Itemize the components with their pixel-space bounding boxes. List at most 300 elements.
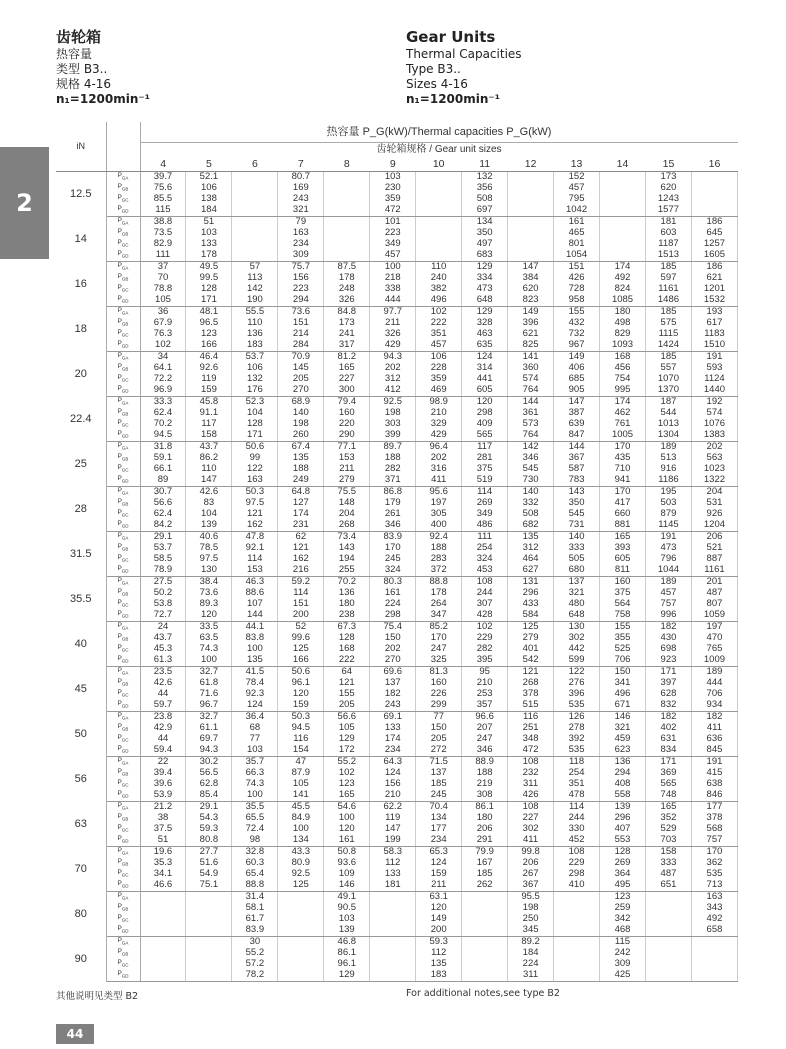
value-cell: 65.5 <box>232 813 278 824</box>
value-cell: 361 <box>508 408 554 419</box>
value-cell: 279 <box>508 633 554 644</box>
value-cell: 86.2 <box>186 453 232 464</box>
value-cell: 108 <box>508 802 554 814</box>
value-cell: 38.4 <box>186 577 232 589</box>
value-cell: 95 <box>462 667 508 679</box>
value-cell: 160 <box>416 678 462 689</box>
value-cell <box>508 217 554 229</box>
value-cell: 401 <box>508 644 554 655</box>
value-cell: 32.7 <box>186 712 232 724</box>
ratio-cell: 45 <box>56 667 106 712</box>
value-cell: 30 <box>232 937 278 949</box>
value-cell: 796 <box>645 554 691 565</box>
value-cell: 703 <box>645 835 691 847</box>
value-cell <box>140 948 186 959</box>
value-cell: 244 <box>462 588 508 599</box>
table-row <box>56 397 738 409</box>
value-cell: 200 <box>416 925 462 937</box>
value-cell: 68.9 <box>278 397 324 409</box>
value-cell: 166 <box>278 655 324 667</box>
value-cell: 147 <box>508 262 554 274</box>
value-cell: 346 <box>370 520 416 532</box>
value-cell: 535 <box>691 869 737 880</box>
value-cell <box>140 892 186 904</box>
value-cell: 621 <box>508 329 554 340</box>
value-cell <box>324 194 370 205</box>
value-cell: 177 <box>416 824 462 835</box>
value-cell: 127 <box>278 498 324 509</box>
value-cell: 21.2 <box>140 802 186 814</box>
value-cell: 706 <box>691 689 737 700</box>
value-cell: 135 <box>508 532 554 544</box>
value-cell: 97.5 <box>232 498 278 509</box>
header-cn-speed: n₁=1200min⁻¹ <box>56 92 151 106</box>
value-cell: 302 <box>508 824 554 835</box>
value-cell: 685 <box>554 374 600 385</box>
value-cell <box>554 925 600 937</box>
value-cell: 470 <box>691 633 737 644</box>
value-cell: 1013 <box>645 419 691 430</box>
value-cell: 140 <box>508 487 554 499</box>
value-cell: 463 <box>462 329 508 340</box>
value-cell: 95.5 <box>508 892 554 904</box>
table-row <box>56 250 738 262</box>
value-cell: 442 <box>554 644 600 655</box>
value-cell: 143 <box>324 543 370 554</box>
header-cn-line1: 热容量 <box>56 47 93 61</box>
value-cell: 62.2 <box>370 802 416 814</box>
value-cell: 137 <box>370 678 416 689</box>
value-cell: 364 <box>600 869 646 880</box>
value-cell: 97.5 <box>186 554 232 565</box>
value-cell: 599 <box>554 655 600 667</box>
value-cell: 163 <box>232 475 278 487</box>
value-cell: 1070 <box>645 374 691 385</box>
value-cell: 184 <box>186 205 232 217</box>
value-cell <box>600 217 646 229</box>
value-cell: 34 <box>140 352 186 364</box>
value-cell: 120 <box>324 824 370 835</box>
value-cell: 426 <box>508 790 554 802</box>
value-cell: 211 <box>416 880 462 892</box>
value-cell <box>645 914 691 925</box>
value-cell: 190 <box>232 295 278 307</box>
value-cell: 229 <box>554 858 600 869</box>
value-cell: 170 <box>600 442 646 454</box>
value-cell: 137 <box>554 577 600 589</box>
value-cell: 93.6 <box>324 858 370 869</box>
value-cell: 328 <box>462 318 508 329</box>
value-cell: 75.7 <box>278 262 324 274</box>
value-cell: 312 <box>508 543 554 554</box>
table-row <box>56 689 738 700</box>
value-cell: 174 <box>278 509 324 520</box>
value-cell: 574 <box>691 408 737 419</box>
value-cell: 638 <box>691 779 737 790</box>
table-row <box>56 892 738 904</box>
value-cell: 67.4 <box>278 442 324 454</box>
value-cell <box>554 970 600 982</box>
value-cell: 65.3 <box>416 847 462 859</box>
value-cell: 178 <box>416 588 462 599</box>
value-cell: 83 <box>186 498 232 509</box>
value-cell: 160 <box>600 577 646 589</box>
value-cell: 270 <box>278 385 324 397</box>
ratio-cell: 50 <box>56 712 106 757</box>
value-cell: 270 <box>370 655 416 667</box>
value-cell: 188 <box>416 543 462 554</box>
value-cell: 94.3 <box>186 745 232 757</box>
value-cell: 64.8 <box>278 487 324 499</box>
value-cell: 1577 <box>645 205 691 217</box>
value-cell: 42.6 <box>186 487 232 499</box>
value-cell <box>324 250 370 262</box>
value-cell: 108 <box>508 757 554 769</box>
value-cell <box>691 172 737 184</box>
value-cell: 573 <box>508 419 554 430</box>
value-cell: 32.7 <box>186 667 232 679</box>
value-cell: 847 <box>554 430 600 442</box>
value-cell: 545 <box>508 464 554 475</box>
value-cell: 139 <box>600 802 646 814</box>
value-cell <box>140 937 186 949</box>
value-cell: 73.6 <box>186 588 232 599</box>
value-cell: 123 <box>324 779 370 790</box>
value-cell: 378 <box>691 813 737 824</box>
value-cell <box>232 194 278 205</box>
value-cell: 174 <box>370 734 416 745</box>
value-cell: 102 <box>324 768 370 779</box>
value-cell: 651 <box>645 880 691 892</box>
value-cell: 113 <box>232 273 278 284</box>
value-cell <box>554 914 600 925</box>
value-cell: 206 <box>462 824 508 835</box>
value-cell <box>186 903 232 914</box>
value-cell: 110 <box>416 262 462 274</box>
value-cell: 125 <box>278 880 324 892</box>
table-row <box>56 453 738 464</box>
value-cell: 121 <box>324 678 370 689</box>
value-cell <box>186 948 232 959</box>
value-cell <box>324 239 370 250</box>
value-cell <box>508 228 554 239</box>
value-cell: 115 <box>140 205 186 217</box>
value-cell: 54.9 <box>186 869 232 880</box>
table-row <box>56 622 738 634</box>
value-cell: 49.5 <box>186 262 232 274</box>
value-cell: 52.3 <box>232 397 278 409</box>
value-cell: 243 <box>370 700 416 712</box>
value-cell: 50.3 <box>278 712 324 724</box>
value-cell: 355 <box>600 633 646 644</box>
value-cell: 58.5 <box>140 554 186 565</box>
value-cell <box>140 970 186 982</box>
value-cell: 623 <box>600 745 646 757</box>
value-cell: 1440 <box>691 385 737 397</box>
value-cell: 128 <box>232 419 278 430</box>
value-cell: 205 <box>416 734 462 745</box>
value-cell: 402 <box>645 723 691 734</box>
value-cell: 106 <box>416 352 462 364</box>
value-cell: 362 <box>691 858 737 869</box>
value-cell: 88.6 <box>232 588 278 599</box>
value-cell: 58.1 <box>232 903 278 914</box>
value-cell: 302 <box>554 633 600 644</box>
value-cell <box>232 172 278 184</box>
value-cell: 492 <box>600 273 646 284</box>
value-cell: 191 <box>691 352 737 364</box>
value-cell <box>508 250 554 262</box>
value-cell: 161 <box>370 588 416 599</box>
value-cell: 731 <box>554 520 600 532</box>
table-row <box>56 700 738 712</box>
value-cell: 305 <box>416 509 462 520</box>
header-en-speed: n₁=1200min⁻¹ <box>406 92 501 106</box>
value-cell: 97.7 <box>370 307 416 319</box>
value-cell: 78.9 <box>140 565 186 577</box>
value-cell: 444 <box>370 295 416 307</box>
value-cell: 332 <box>508 498 554 509</box>
value-cell: 194 <box>324 554 370 565</box>
value-cell: 298 <box>554 869 600 880</box>
table-row <box>56 205 738 217</box>
value-cell: 429 <box>370 340 416 352</box>
value-cell: 62 <box>278 532 324 544</box>
value-cell: 620 <box>645 183 691 194</box>
value-cell: 238 <box>324 610 370 622</box>
value-cell: 40.6 <box>186 532 232 544</box>
value-cell: 1009 <box>691 655 737 667</box>
value-cell: 162 <box>232 520 278 532</box>
value-cell: 503 <box>645 498 691 509</box>
value-cell: 185 <box>645 352 691 364</box>
value-cell: 220 <box>324 419 370 430</box>
value-cell: 1023 <box>691 464 737 475</box>
value-cell: 811 <box>600 565 646 577</box>
value-cell: 45.5 <box>278 802 324 814</box>
value-cell <box>462 892 508 904</box>
value-cell: 197 <box>691 622 737 634</box>
value-cell <box>554 937 600 949</box>
value-cell: 73.4 <box>324 532 370 544</box>
value-cell: 98.9 <box>416 397 462 409</box>
table-row <box>56 678 738 689</box>
value-cell: 357 <box>462 700 508 712</box>
value-cell <box>416 228 462 239</box>
value-cell: 153 <box>324 453 370 464</box>
table-row <box>56 835 738 847</box>
value-cell: 130 <box>554 622 600 634</box>
ratio-cell: 90 <box>56 937 106 982</box>
table-row <box>56 340 738 352</box>
value-cell: 584 <box>508 610 554 622</box>
value-cell: 64.1 <box>140 363 186 374</box>
value-cell: 124 <box>370 768 416 779</box>
value-cell: 1304 <box>645 430 691 442</box>
value-cell: 338 <box>370 284 416 295</box>
value-cell: 130 <box>186 565 232 577</box>
value-cell: 120 <box>416 903 462 914</box>
value-cell: 54.6 <box>324 802 370 814</box>
value-cell: 247 <box>462 734 508 745</box>
value-cell: 159 <box>416 869 462 880</box>
value-cell: 108 <box>554 847 600 859</box>
value-cell: 282 <box>370 464 416 475</box>
value-cell: 83.9 <box>370 532 416 544</box>
value-cell: 149 <box>508 307 554 319</box>
value-cell <box>370 959 416 970</box>
value-cell: 698 <box>645 644 691 655</box>
value-cell: 223 <box>370 228 416 239</box>
value-cell: 334 <box>462 273 508 284</box>
value-cell: 397 <box>645 678 691 689</box>
table-row <box>56 588 738 599</box>
table-row <box>56 262 738 274</box>
value-cell: 69.7 <box>186 734 232 745</box>
value-cell <box>324 172 370 184</box>
value-cell: 181 <box>645 217 691 229</box>
value-cell: 147 <box>370 824 416 835</box>
value-cell: 309 <box>600 959 646 970</box>
value-cell: 605 <box>600 554 646 565</box>
table-subtitle: 齿轮箱规格 / Gear unit sizes <box>376 143 502 155</box>
value-cell: 72.7 <box>140 610 186 622</box>
value-cell: 85.2 <box>416 622 462 634</box>
value-cell: 487 <box>645 869 691 880</box>
value-cell: 59.4 <box>140 745 186 757</box>
value-cell <box>645 925 691 937</box>
value-cell: 60.3 <box>232 858 278 869</box>
header-en-line3: Sizes 4-16 <box>406 77 468 91</box>
value-cell: 145 <box>278 363 324 374</box>
value-cell: 151 <box>554 262 600 274</box>
value-cell: 96.1 <box>278 678 324 689</box>
value-cell: 59.3 <box>416 937 462 949</box>
value-cell: 100 <box>232 790 278 802</box>
value-cell: 343 <box>691 903 737 914</box>
param-label: $P_{GC}$ <box>106 464 140 475</box>
value-cell: 99.6 <box>278 633 324 644</box>
value-cell: 210 <box>416 408 462 419</box>
value-cell: 1605 <box>691 250 737 262</box>
value-cell <box>600 228 646 239</box>
param-label: $P_{GC}$ <box>106 239 140 250</box>
value-cell: 161 <box>324 835 370 847</box>
value-cell: 417 <box>600 498 646 509</box>
value-cell: 457 <box>370 250 416 262</box>
value-cell: 87.9 <box>278 768 324 779</box>
value-cell: 519 <box>462 475 508 487</box>
value-cell: 33.5 <box>186 622 232 634</box>
value-cell: 597 <box>645 273 691 284</box>
value-cell: 267 <box>508 869 554 880</box>
value-cell: 47.8 <box>232 532 278 544</box>
value-cell: 32.8 <box>232 847 278 859</box>
value-cell: 141 <box>508 352 554 364</box>
value-cell: 202 <box>416 453 462 464</box>
table-row <box>56 959 738 970</box>
value-cell: 375 <box>600 588 646 599</box>
value-cell: 247 <box>416 644 462 655</box>
table-row <box>56 813 738 824</box>
value-cell: 396 <box>508 318 554 329</box>
value-cell: 464 <box>508 554 554 565</box>
value-cell <box>462 925 508 937</box>
ratio-cell: 14 <box>56 217 106 262</box>
value-cell: 186 <box>691 262 737 274</box>
value-cell: 139 <box>324 925 370 937</box>
value-cell: 88.9 <box>462 757 508 769</box>
value-cell: 103 <box>324 914 370 925</box>
param-label: $P_{GB}$ <box>106 633 140 644</box>
value-cell: 79.4 <box>324 397 370 409</box>
value-cell: 56.6 <box>140 498 186 509</box>
table-row <box>56 948 738 959</box>
value-cell: 83.9 <box>232 925 278 937</box>
value-cell: 553 <box>600 835 646 847</box>
value-cell: 37.5 <box>140 824 186 835</box>
value-cell: 120 <box>462 397 508 409</box>
value-cell: 290 <box>324 430 370 442</box>
value-cell: 158 <box>645 847 691 859</box>
value-cell: 126 <box>554 712 600 724</box>
gear-size-header: 14 <box>600 157 646 172</box>
value-cell: 291 <box>462 835 508 847</box>
value-cell: 104 <box>186 509 232 520</box>
ratio-cell: 56 <box>56 757 106 802</box>
value-cell: 635 <box>462 340 508 352</box>
value-cell: 34.1 <box>140 869 186 880</box>
value-cell <box>645 959 691 970</box>
value-cell: 30.2 <box>186 757 232 769</box>
value-cell: 39.4 <box>140 768 186 779</box>
value-cell: 311 <box>508 779 554 790</box>
value-cell: 70.4 <box>416 802 462 814</box>
value-cell: 371 <box>370 475 416 487</box>
value-cell: 193 <box>691 307 737 319</box>
value-cell: 100 <box>370 262 416 274</box>
value-cell: 428 <box>462 610 508 622</box>
param-label: $P_{GA}$ <box>106 262 140 274</box>
value-cell: 89.7 <box>370 442 416 454</box>
value-cell: 128 <box>324 633 370 644</box>
value-cell: 30.7 <box>140 487 186 499</box>
param-label: $P_{GD}$ <box>106 430 140 442</box>
value-cell: 350 <box>554 498 600 509</box>
value-cell: 165 <box>600 532 646 544</box>
value-cell: 53.8 <box>140 599 186 610</box>
value-cell: 515 <box>508 700 554 712</box>
param-label: $P_{GD}$ <box>106 565 140 577</box>
table-row <box>56 610 738 622</box>
value-cell: 50.2 <box>140 588 186 599</box>
value-cell: 1370 <box>645 385 691 397</box>
value-cell: 94.5 <box>140 430 186 442</box>
value-cell: 112 <box>370 858 416 869</box>
value-cell: 730 <box>508 475 554 487</box>
value-cell: 492 <box>691 914 737 925</box>
table-row <box>56 363 738 374</box>
value-cell: 92.4 <box>416 532 462 544</box>
ratio-header: iN <box>56 122 106 172</box>
value-cell: 228 <box>416 363 462 374</box>
value-cell: 202 <box>691 442 737 454</box>
value-cell: 129 <box>324 970 370 982</box>
table-row <box>56 307 738 319</box>
gear-size-header: 4 <box>140 157 186 172</box>
value-cell: 150 <box>600 667 646 679</box>
value-cell: 27.7 <box>186 847 232 859</box>
